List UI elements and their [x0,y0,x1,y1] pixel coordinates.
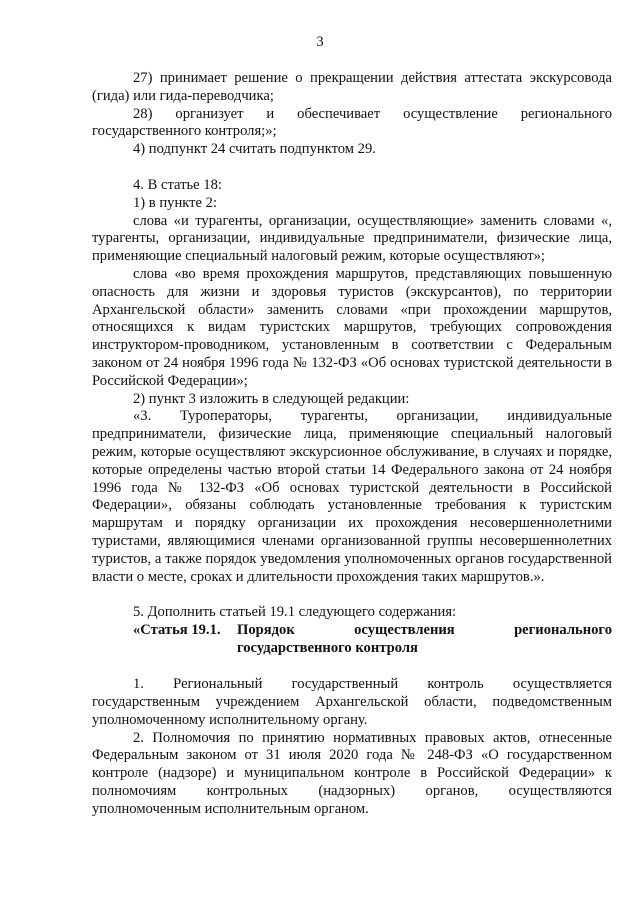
paragraph-replace-2: слова «во время прохождения маршрутов, представляющих повышенную опасность для жизни и здоровья туристов (экскурсантов), по территории Архангельской области» заменить словами «при прохождении маршрутов, относящихся к видам туристских маршрутов, требующих сопровождения инструктором-проводником, установленным в соответствии с Федеральным законом от 24 ноября 1996 года № 132-ФЗ «Об основах туристской деятельности в Российской Федерации»; [92,265,612,389]
paragraph-replace-1: слова «и турагенты, организации, осуществляющие» заменить словами «, турагенты, организации, индивидуальные предприниматели, физические лица, применяющие специальный налоговый режим, которые осуществляют»; [92,212,612,265]
spacer [92,159,612,177]
article-title-line2: государственного контроля [237,639,418,656]
article-title-line1: Порядок осуществления регионального [237,622,612,639]
paragraph-article-19-1-part-1: 1. Региональный государственный контроль осуществляется государственным учреждением Архангельской области, подведомственным уполномоченному исполнительному органу. [92,676,612,728]
paragraph-point-3-heading: 2) пункт 3 изложить в следующей редакции: [133,390,410,407]
paragraph-item-27: 27) принимает решение о прекращении действия аттестата экскурсовода (гида) или гида-переводчика; [92,70,612,104]
page-number: 3 [316,34,324,50]
paragraph-subitem-4: 4) подпункт 24 считать подпунктом 29. [133,141,376,158]
document-body [92,70,612,818]
spacer [92,586,612,604]
article-number: «Статья 19.1. [133,622,221,639]
article-title [92,622,612,658]
paragraph-point-3-text: «3. Туроператоры, турагенты, организации, индивидуальные предприниматели, физические лица, применяющие специальный налоговый режим, которые осуществляют экскурсионное обслуживание, в случаях и порядке, которые определены частью второй статьи 14 Федерального закона от 24 ноября 1996 года № 132-ФЗ «Об основах туристской деятельности в Российской Федерации», обязаны соблюдать установленные требования к туристским маршрутам и порядку организации их прохождения несовершеннолетними туристами, являющимися членами организованной группы несовершеннолетних туристов, а также порядок уведомления уполномоченных органов государственной власти о месте, сроках и длительности прохождения таких маршрутов.». [92,408,612,585]
paragraph-item-28: 28) организует и обеспечивает осуществление регионального государственного контроля;»; [92,105,612,140]
spacer [92,658,612,676]
paragraph-article-19-1-intro: 5. Дополнить статьей 19.1 следующего содержания: [133,604,457,621]
paragraph-point-2-heading: 1) в пункте 2: [133,194,218,211]
paragraph-article-19-1-part-2: 2. Полномочия по принятию нормативных правовых актов, отнесенные Федеральным законом от 31 июля 2020 года № 248-ФЗ «О государственном контроле (надзоре) и муниципальном контроле в Российской Федерации» к полномочиям контрольных (надзорных) органов, осуществляются уполномоченным исполнительным органом. [92,729,612,817]
paragraph-article-18-heading: 4. В статье 18: [133,176,222,193]
